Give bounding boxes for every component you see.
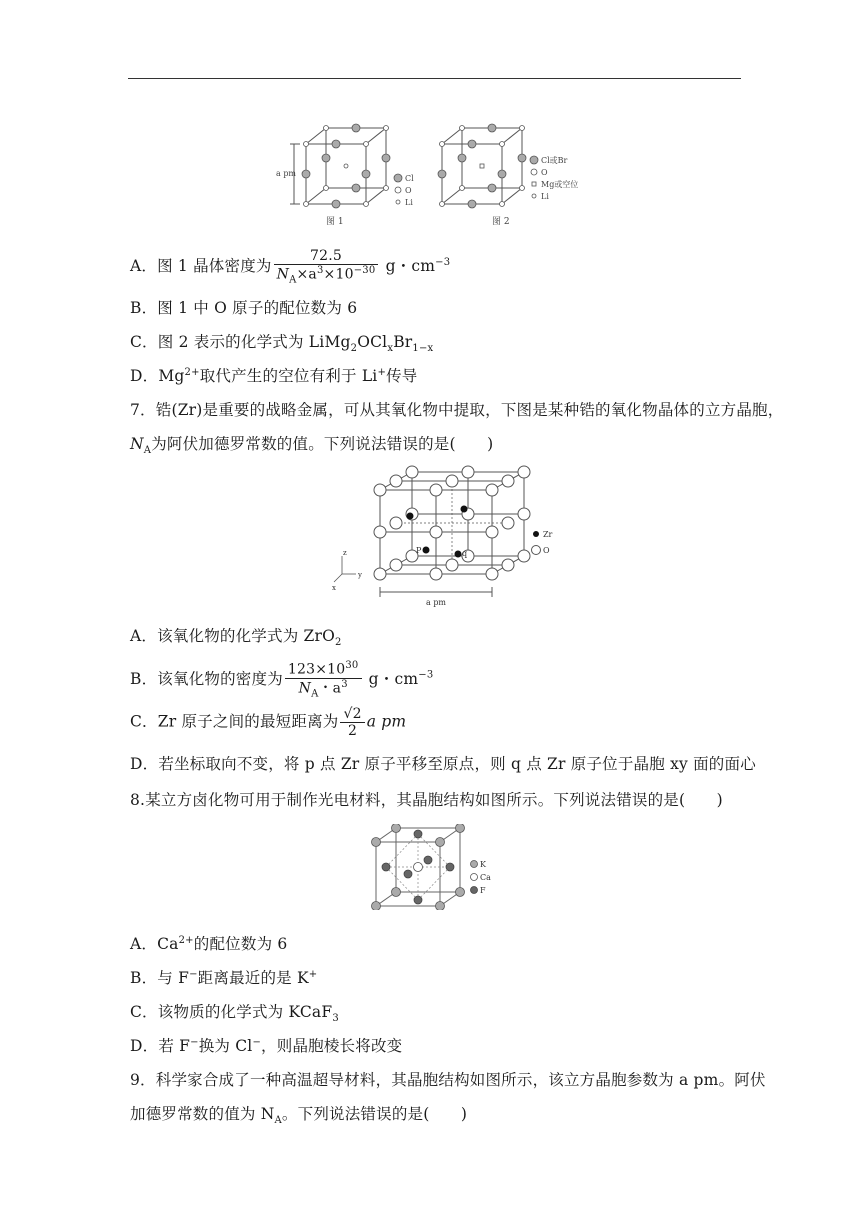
- q8-option-d: D．若 F−换为 Cl−，则晶胞棱长将改变: [130, 1036, 403, 1055]
- legend-item: O: [543, 546, 550, 555]
- q7-option-b: B．该氧化物的密度为 $\frac{123\times 10^{30}}{N_A・a^3}$ g・$cm^{-3}$: [130, 660, 434, 700]
- q7-option-d: D．若坐标取向不变，将 p 点 Zr 原子平移至原点，则 q 点 Zr 原子位于晶胞 xy 面的面心: [130, 755, 756, 773]
- legend-item: O: [405, 186, 412, 195]
- legend-item: Cl: [405, 174, 414, 183]
- legend-item: Li: [405, 198, 413, 207]
- axis-z-label: z: [343, 549, 347, 557]
- q6-option-c: C．图 2 表示的化学式为 $LiMg_2OCl_xBr_{1-x}$: [130, 333, 434, 355]
- legend-item: F: [480, 886, 486, 895]
- q8-option-b: B．与 F−距离最近的是 K+: [130, 968, 318, 987]
- legend-item: Li: [541, 192, 549, 201]
- q8-option-c: C．该物质的化学式为 KCaF$_3$: [130, 1003, 339, 1025]
- legend-item: Cl或Br: [541, 156, 568, 165]
- q7-option-a: A．该氧化物的化学式为 ZrO$_2$: [130, 627, 342, 649]
- point-p-label: P: [416, 546, 422, 555]
- q9-stem: 9．科学家合成了一种高温超导材料，其晶胞结构如图所示，该立方晶胞参数为 a pm。阿伏: [130, 1071, 766, 1089]
- axis-label: a pm: [426, 598, 447, 607]
- legend-item: Zr: [543, 530, 553, 539]
- legend-item: Mg或空位: [541, 180, 579, 189]
- figure-zirconia-cell: [330, 462, 560, 610]
- figure-kcaf3-cell: [368, 824, 508, 910]
- q9-stem-2: 加德罗常数的值为 $N_A$。下列说法错误的是( ): [130, 1105, 468, 1127]
- q7-stem-2: $N_A$为阿伏加德罗常数的值。下列说法错误的是( ): [130, 435, 494, 457]
- fraction: $\frac{72.5}{N_A\times a^3\times 10^{-30}}$: [274, 248, 379, 286]
- figure-caption: 图 1: [326, 217, 344, 227]
- q6-option-d: D．$Mg^{2+}$取代产生的空位有利于 Li+传导: [130, 366, 418, 385]
- q7-stem: 7．锆(Zr)是重要的战略金属，可从其氧化物中提取，下图是某种锆的氧化物晶体的立方晶胞，: [130, 401, 784, 419]
- fraction: $\frac{√2}{2}$: [340, 706, 364, 739]
- legend-item: O: [541, 168, 548, 177]
- point-q-label: q: [462, 549, 468, 558]
- figure-1-2-crystal-cells: [270, 118, 600, 230]
- figure-caption: 图 2: [492, 217, 510, 227]
- q6-option-b: B．图 1 中 O 原子的配位数为 6: [130, 299, 358, 317]
- q6-option-a: A．图 1 晶体密度为 $\frac{72.5}{N_A\times a^3\times 10^{-30}}$ g・$cm^{-3}$: [130, 248, 451, 286]
- axis-x-label: x: [332, 584, 336, 592]
- axis-label: a pm: [276, 169, 297, 178]
- header-rule: [128, 78, 741, 79]
- fraction: $\frac{123\times 10^{30}}{N_A・a^3}$: [285, 660, 362, 700]
- axis-y-label: y: [358, 571, 362, 579]
- q8-stem: 8.某立方卤化物可用于制作光电材料，其晶胞结构如图所示。下列说法错误的是( ): [130, 791, 723, 809]
- legend-item: Ca: [480, 873, 491, 882]
- q8-option-a: A．$Ca^{2+}$的配位数为 6: [130, 934, 288, 953]
- q7-option-c: C．Zr 原子之间的最短距离为 $\frac{√2}{2}$ a pm: [130, 706, 407, 740]
- legend-item: K: [480, 860, 486, 869]
